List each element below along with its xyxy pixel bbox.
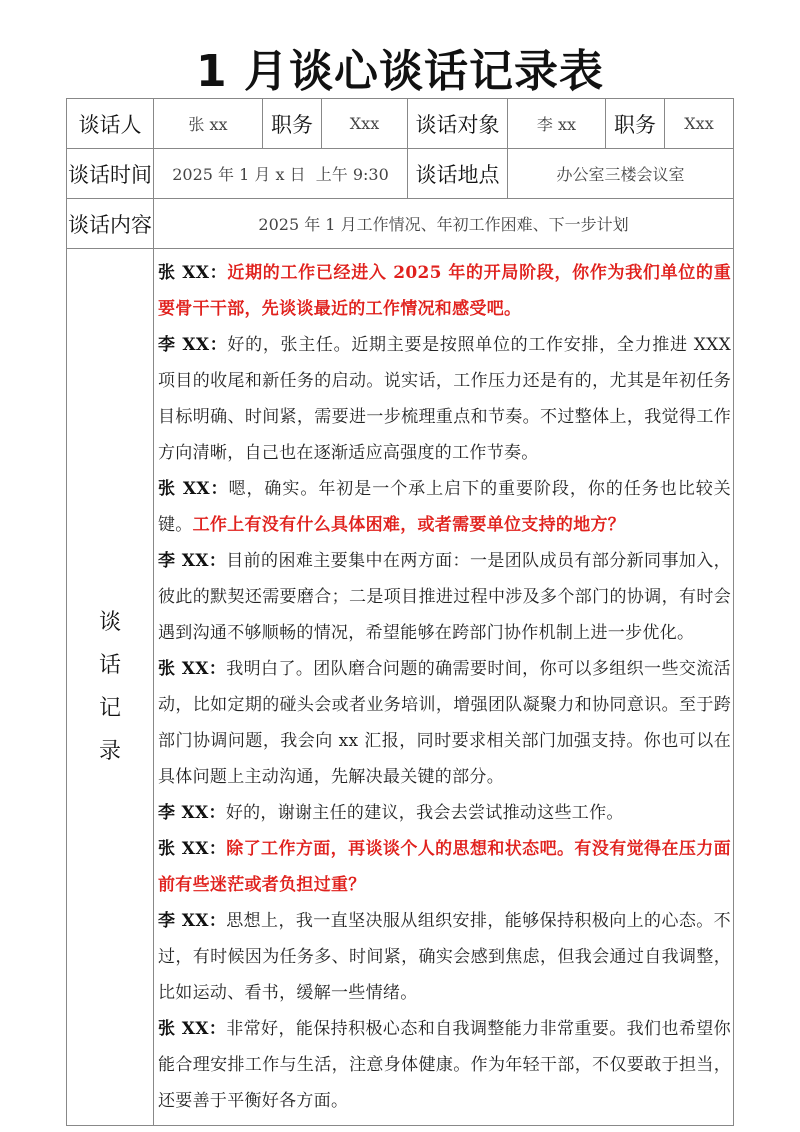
dialogue-speaker: 李 XX： <box>158 551 227 571</box>
dialogue-highlight-text: 工作上有没有什么具体困难，或者需要单位支持的地方？ <box>192 515 626 535</box>
dialogue-entry <box>158 255 731 327</box>
record-label-char: 记 <box>98 696 121 721</box>
dialogue-text: 好的，张主任。近期主要是按照单位的工作安排，全力推进 XXX 项目的收尾和新任务的启动。说实话，工作压力还是有的，尤其是年初任务目标明确、时间紧，需要进一步梳理重点和节奏。不过整体上，我觉得工作方向清晰，自己也在逐渐适应高强度的工作节奏。 <box>158 335 731 463</box>
position-value: Xxx <box>322 99 408 149</box>
dialogue-entry <box>158 903 731 1011</box>
time-value: 2025 年 1 月 x 日 上午 9:30 <box>154 149 408 199</box>
time-label: 谈话时间 <box>67 149 154 199</box>
dialogue-speaker: 张 XX： <box>158 263 228 283</box>
record-form-table <box>66 98 734 1126</box>
dialogue-text: 思想上，我一直坚决服从组织安排，能够保持积极向上的心态。不过，有时候因为任务多、时间紧，确实会感到焦虑，但我会通过自我调整，比如运动、看书，缓解一些情绪。 <box>158 911 731 1003</box>
content-row <box>67 199 734 249</box>
record-content <box>154 249 734 1126</box>
speaker-row <box>67 99 734 149</box>
record-label-char: 录 <box>98 739 121 764</box>
dialogue-speaker: 李 XX： <box>158 911 227 931</box>
dialogue-text: 好的，谢谢主任的建议，我会去尝试推动这些工作。 <box>225 803 624 823</box>
dialogue-entry <box>158 543 731 651</box>
content-label: 谈话内容 <box>67 199 154 249</box>
target-value: 李 xx <box>508 99 606 149</box>
dialogue-speaker: 张 XX： <box>158 839 227 859</box>
dialogue-highlight-text: 除了工作方面，再谈谈个人的思想和状态吧。有没有觉得在压力面前有些迷茫或者负担过重？ <box>158 839 731 895</box>
dialogue-text: 嗯，确实。年初是一个承上启下的重要阶段，你的任务也比较关键。 <box>158 479 731 535</box>
dialogue-speaker: 李 XX： <box>158 335 228 355</box>
time-row <box>67 149 734 199</box>
dialogue-speaker: 张 XX： <box>158 1019 227 1039</box>
record-label-char: 谈 <box>98 610 121 635</box>
dialogue-entry <box>158 1011 731 1119</box>
speaker-label: 谈话人 <box>67 99 154 149</box>
dialogue-highlight-text: 近期的工作已经进入 2025 年的开局阶段，你作为我们单位的重要骨干干部，先谈谈最近的工作情况和感受吧。 <box>158 263 731 319</box>
dialogue-entry <box>158 327 731 471</box>
record-row <box>67 249 734 1126</box>
page-title: 1 月谈心谈话记录表 <box>196 46 604 97</box>
speaker-value: 张 xx <box>154 99 263 149</box>
dialogue-entry <box>158 471 731 543</box>
position-label: 职务 <box>263 99 322 149</box>
dialogue-speaker: 张 XX： <box>158 659 227 679</box>
dialogue-speaker: 张 XX： <box>158 479 229 499</box>
target-label: 谈话对象 <box>408 99 508 149</box>
dialogue-speaker: 李 XX： <box>158 803 226 823</box>
record-label-char: 话 <box>98 653 121 678</box>
place-label: 谈话地点 <box>408 149 508 199</box>
dialogue-entry <box>158 795 731 831</box>
dialogue-text: 目前的困难主要集中在两方面：一是团队成员有部分新同事加入，彼此的默契还需要磨合；二是项目推进过程中涉及多个部门的协调，有时会遇到沟通不够顺畅的情况，希望能够在跨部门协作机制上进一步优化。 <box>158 551 731 643</box>
dialogue-entry <box>158 651 731 795</box>
record-label <box>67 249 154 1126</box>
target-position-label: 职务 <box>606 99 665 149</box>
target-position-value: Xxx <box>665 99 734 149</box>
dialogue-text: 我明白了。团队磨合问题的确需要时间，你可以多组织一些交流活动，比如定期的碰头会或者业务培训，增强团队凝聚力和协同意识。至于跨部门协调问题，我会向 xx 汇报，同时要求相关部门加强支持。你也可以在具体问题上主动沟通，先解决最关键的部分。 <box>158 659 731 787</box>
place-value: 办公室三楼会议室 <box>508 149 734 199</box>
dialogue-entry <box>158 831 731 903</box>
dialogue-text: 非常好，能保持积极心态和自我调整能力非常重要。我们也希望你能合理安排工作与生活，注意身体健康。作为年轻干部，不仅要敢于担当，还要善于平衡好各方面。 <box>158 1019 731 1111</box>
content-value: 2025 年 1 月工作情况、年初工作困难、下一步计划 <box>154 199 734 249</box>
